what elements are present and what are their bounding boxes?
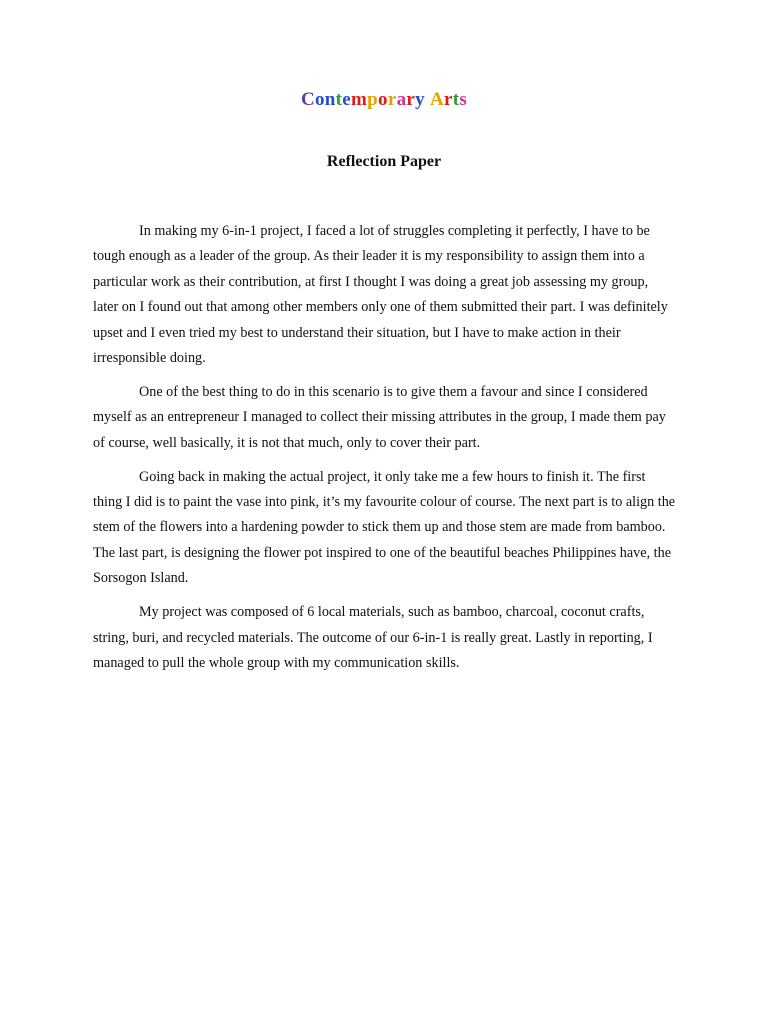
title-letter: a — [396, 89, 407, 110]
title-letter: e — [342, 89, 352, 110]
body-paragraph: In making my 6-in-1 project, I faced a lot of struggles completing it perfectly, I have to be tough enough as a leader of the group. As their leader it is my responsibility to assign them into a particular work as their contribution, at first I thought I was doing a great job assessing my group, later on I found out that among other members only one of them submitted their part. I was definitely upset and I even tried my best to understand their situation, but I have to make action in their irresponsible doing. — [93, 223, 668, 367]
title-letter: t — [452, 89, 460, 110]
title-letter: C — [300, 89, 315, 110]
title-letter: p — [367, 89, 379, 110]
document-subtitle: Reflection Paper — [326, 153, 442, 170]
title-letter: n — [324, 89, 336, 110]
title-letter: o — [378, 89, 388, 110]
document-title — [0, 88, 768, 112]
title-letter: m — [351, 89, 368, 110]
title-letter: y — [415, 89, 425, 110]
document-body — [93, 219, 676, 685]
title-letter: t — [335, 89, 343, 110]
title-letter: r — [443, 89, 453, 110]
title-letter: s — [459, 89, 468, 110]
body-paragraph: Going back in making the actual project, it only take me a few hours to finish it. The first thing I did is to paint the vase into pink, it’s my favourite colour of course. The next part is to align the stem of the flowers into a hardening powder to stick them up and those stem are made from bamboo. The last part, is designing the flower pot inspired to one of the beautiful beaches Philippines have, the Sorsogon Island. — [93, 468, 676, 587]
body-paragraph: One of the best thing to do in this scenario is to give them a favour and since I considered myself as an entrepreneur I managed to collect their missing attributes in the group, I made them pay of course, well basically, it is not that much, only to cover their part. — [93, 383, 666, 451]
body-paragraph: My project was composed of 6 local materials, such as bamboo, charcoal, coconut crafts, string, buri, and recycled materials. The outcome of our 6-in-1 is really great. Lastly in reporting, I managed to pull the whole group with my communication skills. — [93, 604, 653, 671]
title-letter: r — [406, 89, 416, 110]
title-letter: r — [387, 89, 397, 110]
title-letter: o — [314, 89, 325, 110]
title-letter: A — [429, 89, 444, 110]
